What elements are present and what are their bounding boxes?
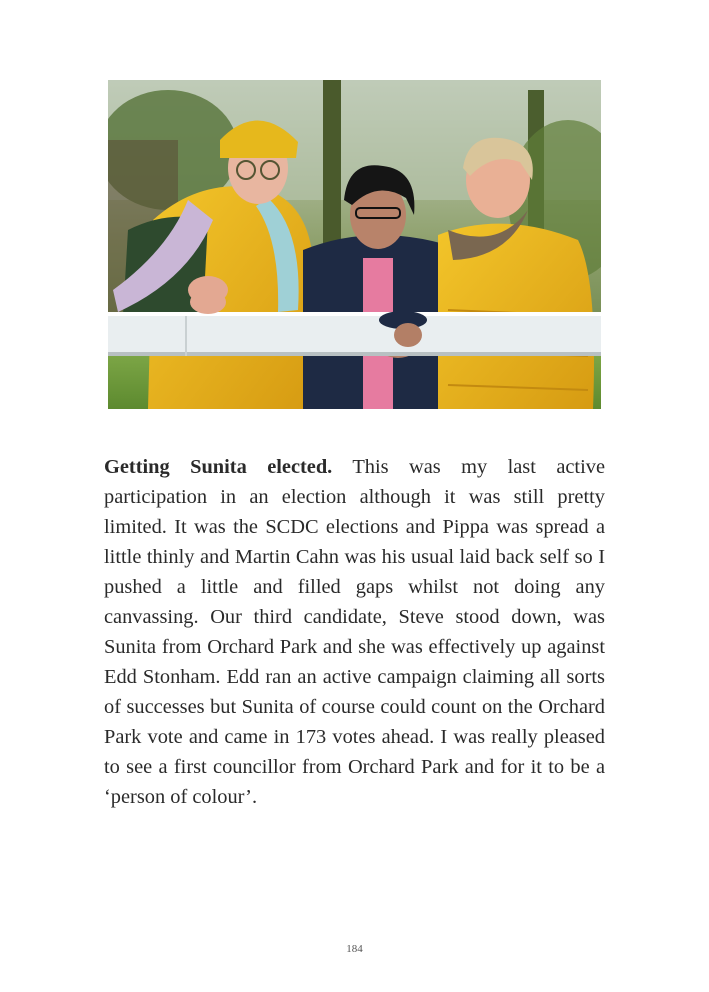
body-paragraph (104, 452, 605, 812)
photo-three-people-at-fence (108, 80, 601, 409)
page-number: 184 (346, 943, 363, 955)
paragraph-body: This was my last active participation in an election although it was still pretty limited. It was the SCDC elections and Pippa was spread a little thinly and Martin Cahn was his usual laid back self so I pushed a little and filled gaps whilst not doing any canvassing. Our third candidate, Steve stood down, was Sunita from Orchard Park and she was effectively up against Edd Stonham. Edd ran an active campaign claiming all sorts of successes but Sunita of course could count on the Orchard Park vote and came in 173 votes ahead. I was really pleased to see a first councillor from Orchard Park and for it to be a ‘person of colour’. (104, 456, 606, 808)
paragraph-lead: Getting Sunita elected. (104, 456, 333, 478)
